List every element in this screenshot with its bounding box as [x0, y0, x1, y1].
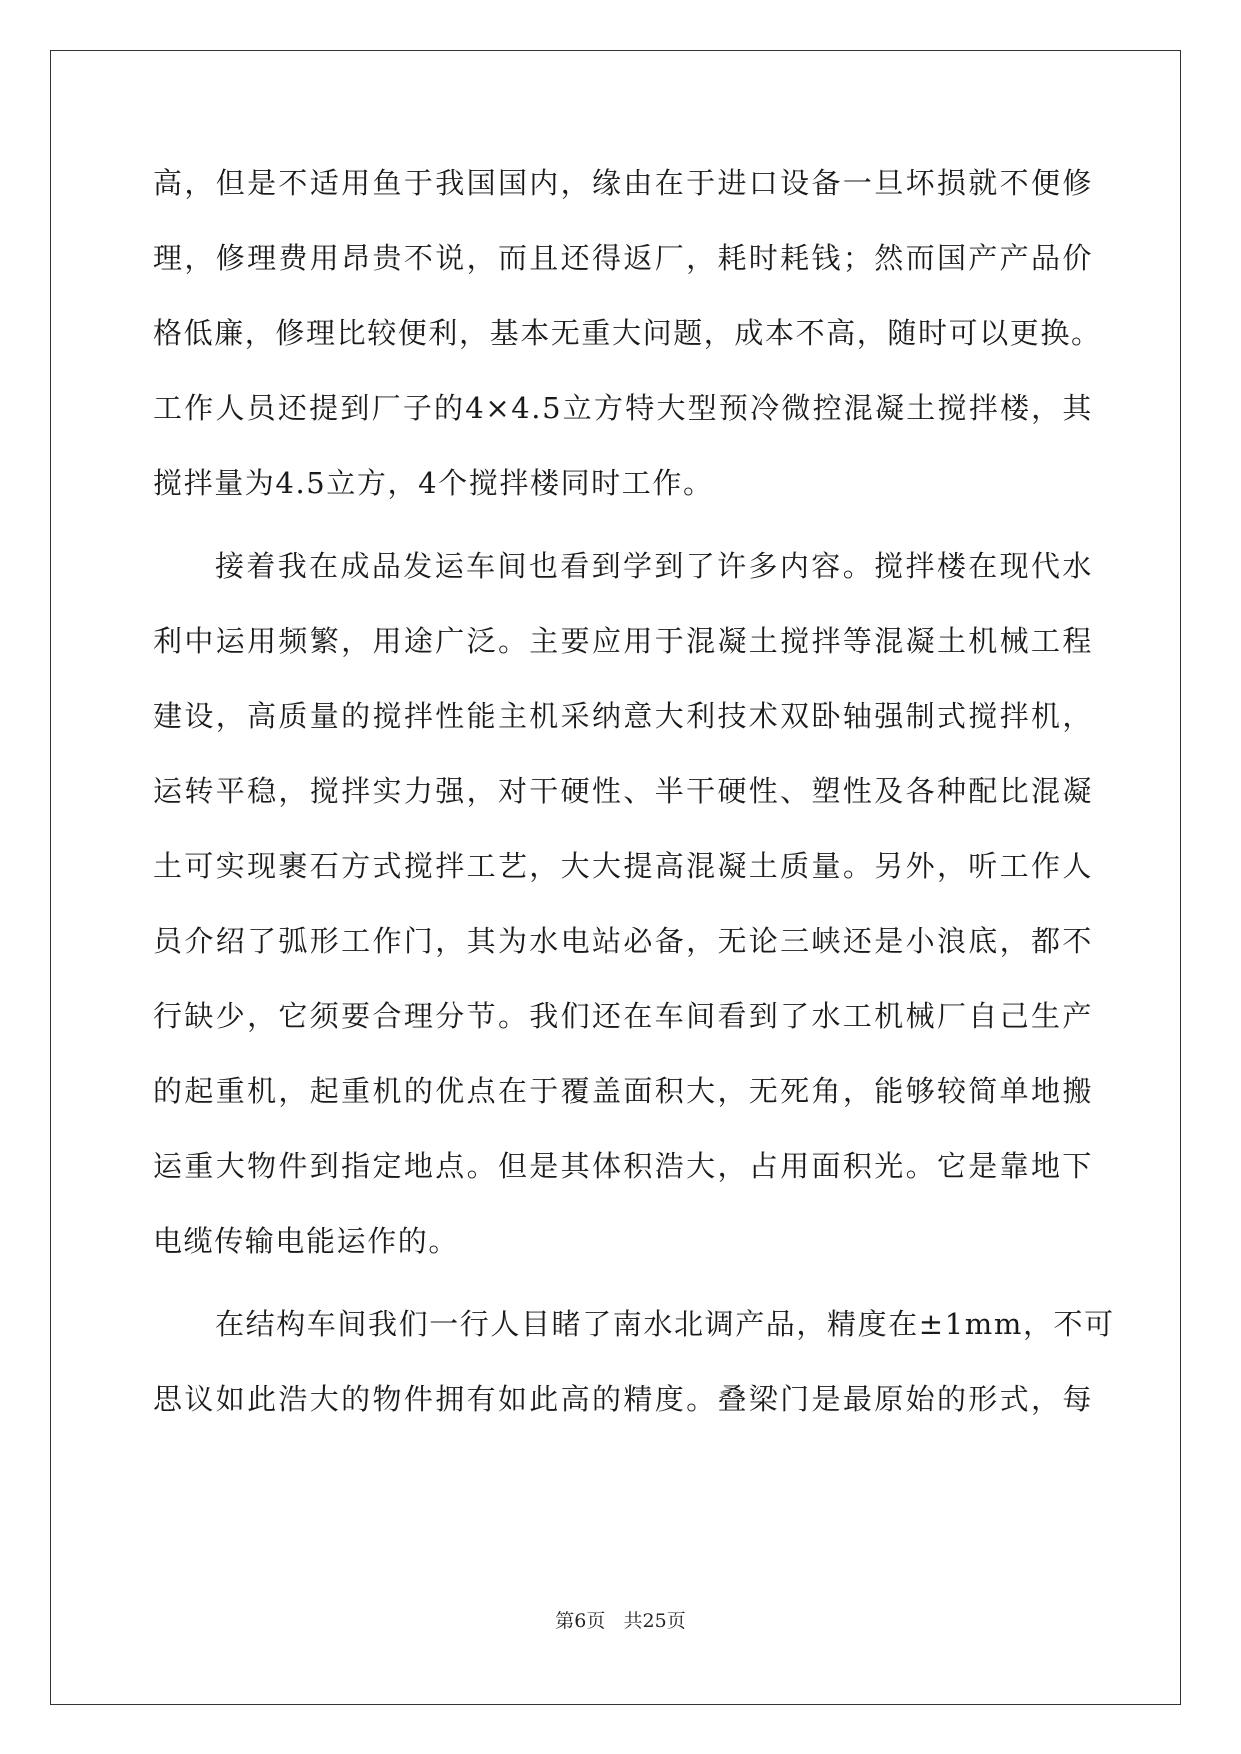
paragraph-first-line: 在结构车间我们一行人目睹了南水北调产品，精度在±1mm，不可	[215, 1307, 1115, 1341]
text-line: 工作人员还提到厂子的4×4.5立方特大型预冷微控混凝土搅拌楼，其	[153, 391, 1093, 425]
text-line: 格低廉，修理比较便利，基本无重大问题，成本不高，随时可以更换。	[153, 316, 1102, 350]
text-line: 搅拌量为4.5立方，4个搅拌楼同时工作。	[153, 466, 714, 500]
text-line: 建设，高质量的搅拌性能主机采纳意大利技术双卧轴强制式搅拌机，	[153, 699, 1093, 733]
text-line: 员介绍了弧形工作门，其为水电站必备，无论三峡还是小浪底，都不	[153, 924, 1093, 958]
text-line: 高，但是不适用鱼于我国国内，缘由在于进口设备一旦坏损就不便修	[153, 166, 1093, 200]
paragraph-first-line: 接着我在成品发运车间也看到学到了许多内容。搅拌楼在现代水	[215, 549, 1093, 583]
text-line: 运重大物件到指定地点。但是其体积浩大，占用面积光。它是靠地下	[153, 1149, 1093, 1183]
document-body	[153, 162, 1115, 1453]
text-line: 思议如此浩大的物件拥有如此高的精度。叠梁门是最原始的形式，每	[153, 1382, 1093, 1416]
text-line: 运转平稳，搅拌实力强，对干硬性、半干硬性、塑性及各种配比混凝	[153, 774, 1093, 808]
page-footer	[0, 1606, 1241, 1633]
text-line: 土可实现裹石方式搅拌工艺，大大提高混凝土质量。另外，听工作人	[153, 849, 1093, 883]
text-line: 利中运用频繁，用途广泛。主要应用于混凝土搅拌等混凝土机械工程	[153, 624, 1093, 658]
text-line: 的起重机，起重机的优点在于覆盖面积大，无死角，能够较简单地搬	[153, 1074, 1093, 1108]
text-line: 理，修理费用昂贵不说，而且还得返厂，耗时耗钱；然而国产产品价	[153, 241, 1093, 275]
page-number: 第6页	[555, 1610, 606, 1632]
total-pages: 共25页	[623, 1610, 686, 1632]
text-line: 电缆传输电能运作的。	[153, 1224, 460, 1258]
text-line: 行缺少，它须要合理分节。我们还在车间看到了水工机械厂自己生产	[153, 999, 1093, 1033]
